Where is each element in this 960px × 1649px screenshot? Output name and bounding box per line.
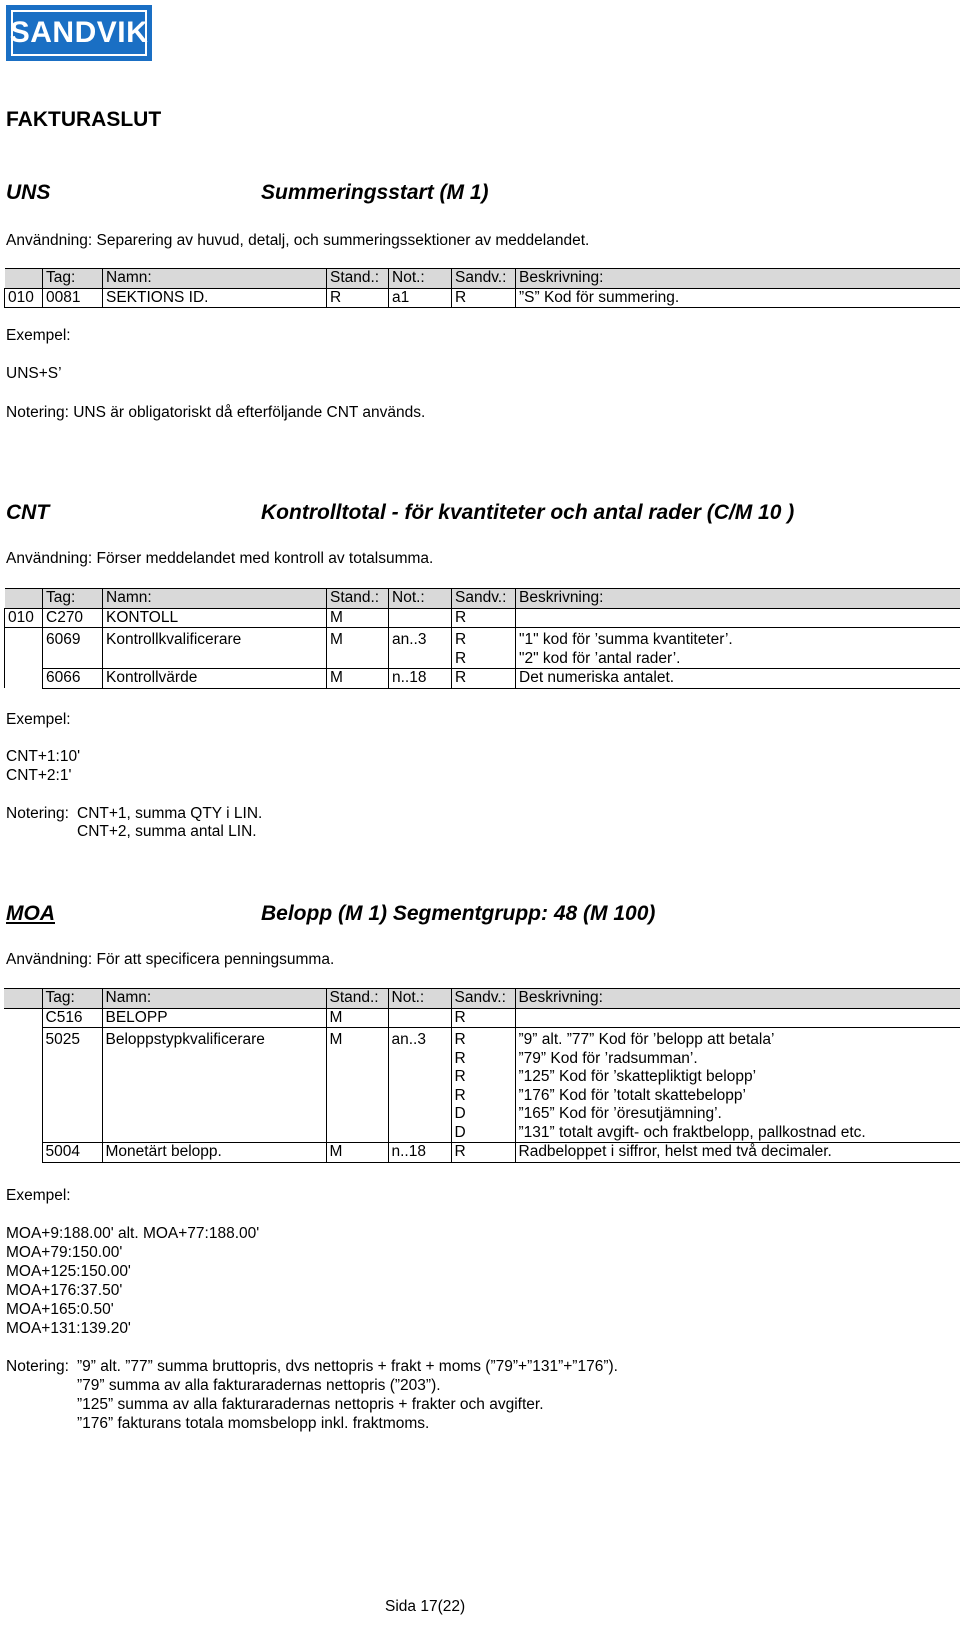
page-title: FAKTURASLUT	[6, 108, 162, 131]
cell-name: BELOPP	[102, 1008, 326, 1028]
cell-name: Beloppstypkvalificerare	[102, 1028, 326, 1143]
uns-title: Summeringsstart (M 1)	[261, 181, 489, 204]
uns-table	[4, 268, 960, 308]
cell-name: KONTOLL	[103, 608, 327, 628]
cell-desc	[515, 1008, 960, 1028]
cnt-usage: Användning: Förser meddelandet med kontroll av totalsumma.	[6, 550, 434, 567]
cell-sandv: R	[451, 1068, 515, 1087]
table-row	[5, 288, 960, 308]
header-sandv: Sandv.:	[452, 269, 516, 289]
header-desc: Beskrivning:	[515, 989, 960, 1009]
header-name: Namn:	[103, 589, 327, 609]
table-row	[5, 628, 960, 650]
header-desc: Beskrivning:	[516, 269, 960, 289]
header-stand: Stand.:	[327, 269, 389, 289]
moa-title: Belopp (M 1) Segmentgrupp: 48 (M 100)	[261, 902, 656, 925]
cell-stand: M	[326, 1008, 388, 1028]
cell-sandv: R	[451, 1028, 515, 1050]
header-tag: Tag:	[43, 589, 103, 609]
cell-pos: 010	[5, 288, 43, 308]
header-stand: Stand.:	[326, 989, 388, 1009]
header-not: Not.:	[389, 269, 452, 289]
header-not: Not.:	[389, 589, 452, 609]
cnt-title: Kontrolltotal - för kvantiteter och antal rader (C/M 10 )	[261, 501, 795, 524]
moa-example-label: Exempel:	[6, 1187, 71, 1204]
moa-note-line: ”125” summa av alla fakturaradernas nettopris + frakter och avgifter.	[77, 1396, 544, 1413]
moa-note-line: ”9” alt. ”77” summa bruttopris, dvs nettopris + frakt + moms (”79”+”131”+”176”).	[77, 1358, 618, 1375]
cell-sandv: D	[451, 1124, 515, 1143]
cell-not: an..3	[389, 628, 452, 669]
cell-sandv: R	[452, 650, 516, 669]
cnt-table	[4, 588, 960, 689]
cell-not: a1	[389, 288, 452, 308]
header-name: Namn:	[102, 989, 326, 1009]
cell-not: n..18	[389, 669, 452, 689]
cell-desc: ”9” alt. ”77” Kod för ’belopp att betala’	[515, 1028, 960, 1050]
cell-tag: 6066	[43, 669, 103, 689]
moa-example-line: MOA+125:150.00'	[6, 1263, 131, 1280]
cell-not: an..3	[388, 1028, 451, 1143]
cell-sandv: D	[451, 1105, 515, 1124]
table-header-row	[5, 269, 960, 289]
cell-desc: ”S” Kod för summering.	[516, 288, 960, 308]
cell-stand: M	[326, 1028, 388, 1143]
moa-usage: Användning: För att specificera penningsumma.	[6, 951, 335, 968]
cell-desc: "1" kod för ’summa kvantiteter’.	[516, 628, 960, 650]
cell-desc: ”125” Kod för ’skattepliktigt belopp’	[515, 1068, 960, 1087]
cell-sandv: R	[451, 1008, 515, 1028]
uns-example-label: Exempel:	[6, 327, 71, 344]
cell-sandv: R	[451, 1050, 515, 1069]
header-desc: Beskrivning:	[516, 589, 960, 609]
cell-desc: Det numeriska antalet.	[516, 669, 960, 689]
header-tag: Tag:	[42, 989, 102, 1009]
cell-not	[389, 608, 452, 628]
cnt-example-line: CNT+1:10'	[6, 748, 81, 765]
table-row	[4, 1008, 960, 1028]
cell-tag: C516	[42, 1008, 102, 1028]
moa-note-line: ”79” summa av alla fakturaradernas nettopris (”203”).	[77, 1377, 441, 1394]
header-name: Namn:	[103, 269, 327, 289]
uns-note: Notering: UNS är obligatoriskt då efterföljande CNT används.	[6, 404, 426, 421]
table-row	[4, 1143, 960, 1163]
cell-desc: ”176” Kod för ’totalt skattebelopp’	[515, 1087, 960, 1106]
cell-sandv: R	[452, 669, 516, 689]
cnt-code: CNT	[6, 501, 50, 524]
moa-table	[4, 988, 960, 1163]
moa-note-label: Notering:	[6, 1358, 69, 1375]
cell-stand: M	[327, 608, 389, 628]
uns-example-line: UNS+S’	[6, 365, 62, 382]
table-row	[5, 608, 960, 628]
cell-sandv: R	[452, 628, 516, 650]
cell-pos: 010	[5, 608, 43, 628]
cell-name: Kontrollvärde	[103, 669, 327, 689]
moa-example-line: MOA+165:0.50'	[6, 1301, 114, 1318]
header-sandv: Sandv.:	[451, 989, 515, 1009]
cell-not	[388, 1008, 451, 1028]
cell-sandv: R	[452, 288, 516, 308]
cnt-note-line: CNT+2, summa antal LIN.	[77, 823, 257, 840]
cell-desc: ”165” Kod för ’öresutjämning’.	[515, 1105, 960, 1124]
cell-desc	[516, 608, 960, 628]
sandvik-logo	[6, 5, 152, 61]
cell-stand: M	[327, 669, 389, 689]
cell-sandv: R	[451, 1087, 515, 1106]
cell-stand: M	[326, 1143, 388, 1163]
cnt-example-label: Exempel:	[6, 711, 71, 728]
cell-tag: 6069	[43, 628, 103, 669]
cell-stand: M	[327, 628, 389, 669]
cnt-note-label: Notering:	[6, 805, 69, 822]
cell-desc: "2" kod för ’antal rader’.	[516, 650, 960, 669]
cell-desc: ”79” Kod för ’radsumman’.	[515, 1050, 960, 1069]
cell-name: Kontrollkvalificerare	[103, 628, 327, 669]
moa-example-line: MOA+9:188.00' alt. MOA+77:188.00'	[6, 1225, 260, 1242]
cell-sandv: R	[451, 1143, 515, 1163]
moa-example-line: MOA+79:150.00'	[6, 1244, 123, 1261]
cell-tag: 0081	[43, 288, 103, 308]
cnt-example-line: CNT+2:1'	[6, 767, 72, 784]
cell-not: n..18	[388, 1143, 451, 1163]
cell-tag: C270	[43, 608, 103, 628]
uns-code: UNS	[6, 181, 51, 204]
cell-desc: Radbeloppet i siffror, helst med två decimaler.	[515, 1143, 960, 1163]
table-row	[4, 1028, 960, 1050]
moa-code: MOA	[6, 902, 55, 925]
cell-tag: 5004	[42, 1143, 102, 1163]
moa-note-line: ”176” fakturans totala momsbelopp inkl. fraktmoms.	[77, 1415, 430, 1432]
cell-name: SEKTIONS ID.	[103, 288, 327, 308]
cell-sandv: R	[452, 608, 516, 628]
cnt-note-line: CNT+1, summa QTY i LIN.	[77, 805, 263, 822]
table-header-row	[4, 989, 960, 1009]
table-row	[5, 669, 960, 689]
cell-name: Monetärt belopp.	[102, 1143, 326, 1163]
header-not: Not.:	[388, 989, 451, 1009]
header-tag: Tag:	[43, 269, 103, 289]
uns-usage: Användning: Separering av huvud, detalj, och summeringssektioner av meddelandet.	[6, 232, 590, 249]
table-header-row	[5, 589, 960, 609]
cell-desc: ”131” totalt avgift- och fraktbelopp, pallkostnad etc.	[515, 1124, 960, 1143]
page-footer: Sida 17(22)	[385, 1598, 466, 1615]
header-sandv: Sandv.:	[452, 589, 516, 609]
logo-text: SANDVIK	[9, 16, 149, 49]
moa-example-line: MOA+131:139.20'	[6, 1320, 131, 1337]
moa-example-line: MOA+176:37.50'	[6, 1282, 123, 1299]
cell-tag: 5025	[42, 1028, 102, 1143]
cell-stand: R	[327, 288, 389, 308]
header-stand: Stand.:	[327, 589, 389, 609]
